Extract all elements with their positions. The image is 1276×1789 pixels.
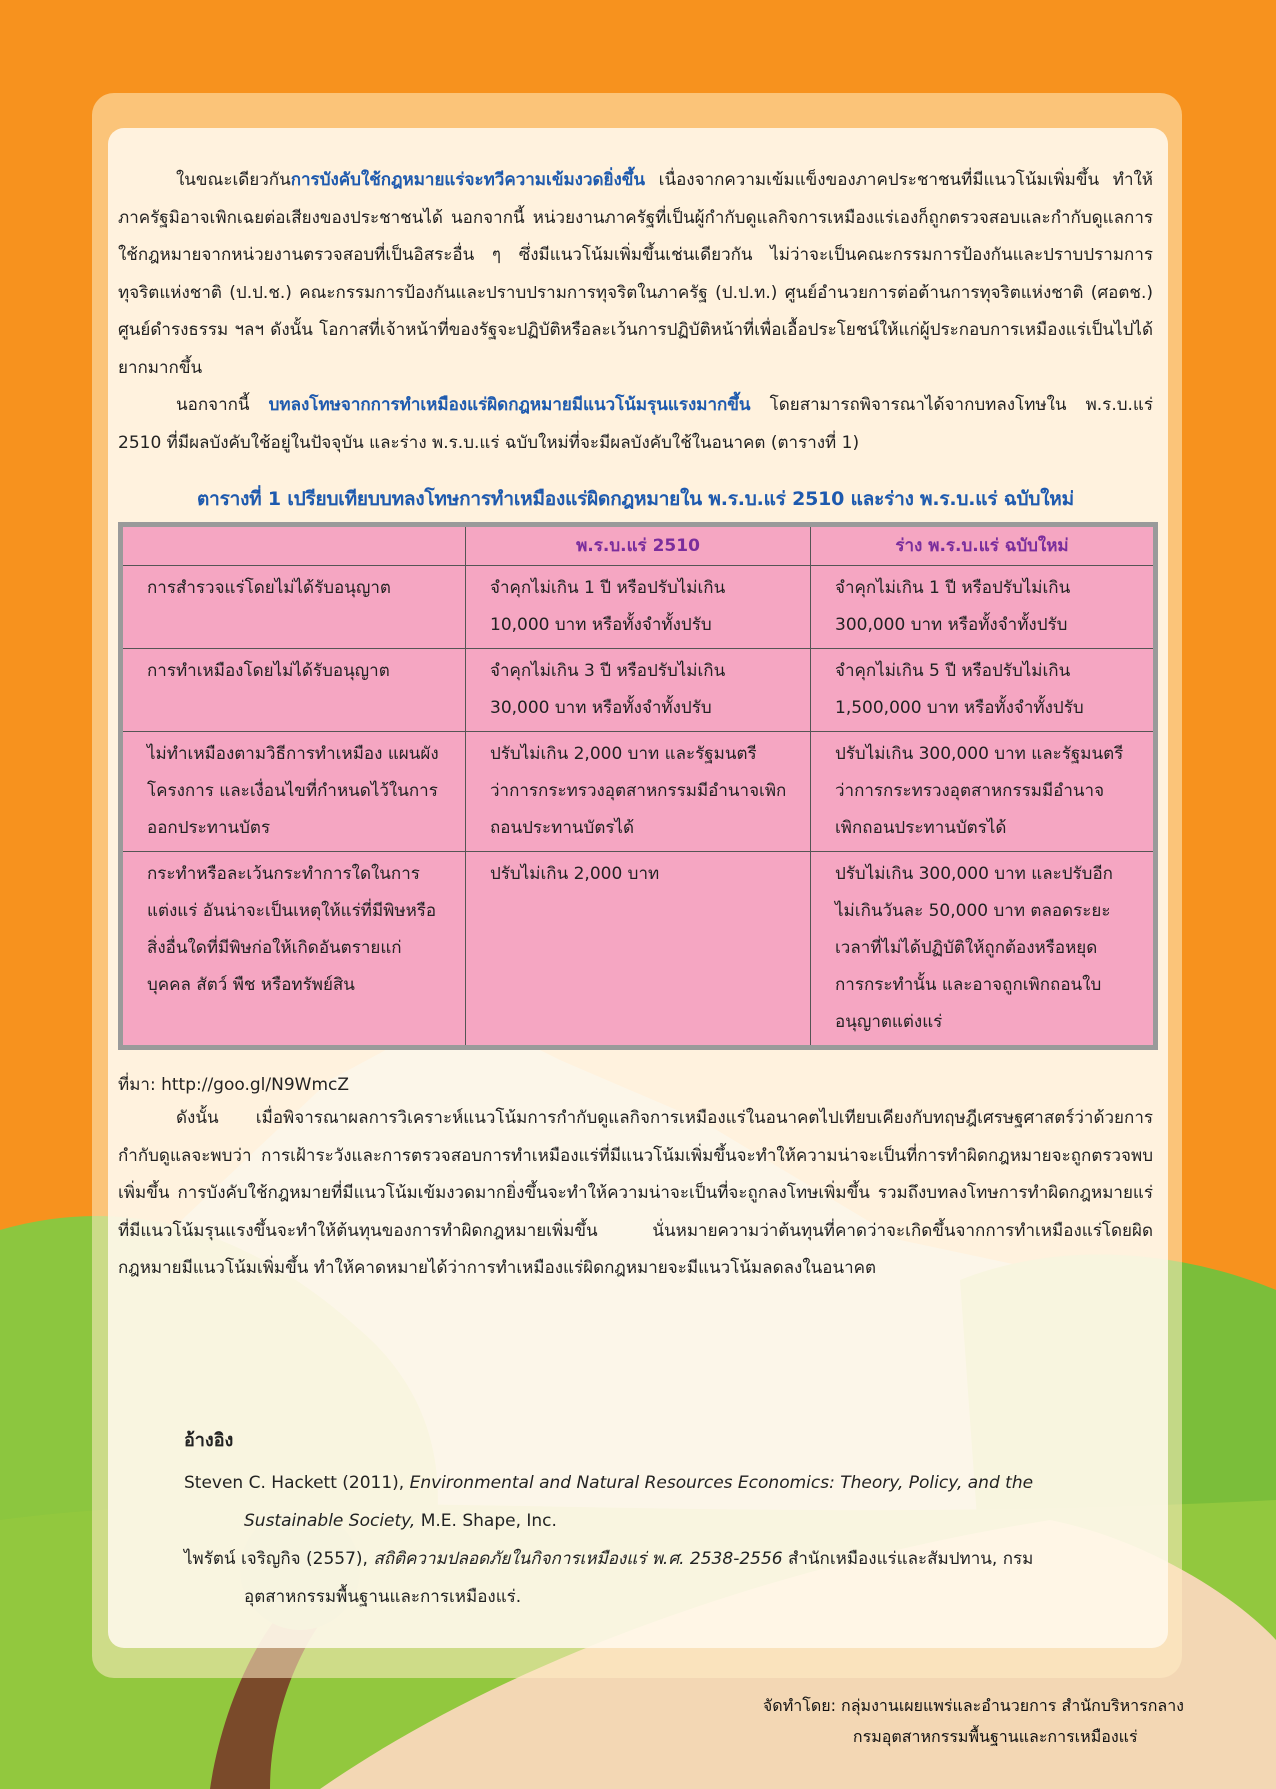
paragraph-penalties: นอกจากนี้ บทลงโทษจากการทำเหมืองแร่ผิดกฎหมายมีแนวโน้มรุนแรงมากขึ้น โดยสามารถพิจารณาได้จากบทลงโทษใน พ.ร.บ.แร่ 2510 ที่มีผลบังคับใช้อยู่ในปัจจุบัน และร่าง พ.ร.บ.แร่ ฉบับใหม่ที่จะมีผลบังคับใช้ในอนาคต (ตารางที่ 1) <box>118 395 1154 453</box>
offense-cell: ไม่ทำเหมืองตามวิธีการทำเหมือง แผนผังโครงการ และเงื่อนไขที่กำหนดไว้ในการออกประทานบัตร <box>121 732 466 852</box>
penalty-new-cell: ปรับไม่เกิน 300,000 บาท และรัฐมนตรีว่าการกระทรวงอุตสาหกรรมมีอำนาจเพิกถอนประทานบัตรได้ <box>811 732 1156 852</box>
highlight-penalties: บทลงโทษจากการทำเหมืองแร่ผิดกฎหมายมีแนวโน้มรุนแรงมากขึ้น <box>268 395 751 415</box>
credit-line-1: จัดทำโดย: กลุ่มงานเผยแพร่และอำนวยการ สำนักบริหารกลาง <box>762 1696 1184 1715</box>
credit-line-2: กรมอุตสาหกรรมพื้นฐานและการเหมืองแร่ <box>852 1727 1138 1746</box>
header-act-2510: พ.ร.บ.แร่ 2510 <box>466 525 811 566</box>
table-row <box>121 649 1156 732</box>
table-row <box>121 732 1156 852</box>
reference-item: ไพรัตน์ เจริญกิจ (2557), สถิติความปลอดภัยในกิจการเหมืองแร่ พ.ศ. 2538-2556 สำนักเหมืองแร่และสัมปทาน, กรมอุตสาหกรรมพื้นฐานและการเหมืองแร่. <box>184 1549 1034 1607</box>
penalty-2510-cell: จำคุกไม่เกิน 3 ปี หรือปรับไม่เกิน 30,000 บาท หรือทั้งจำทั้งปรับ <box>466 649 811 732</box>
highlight-enforcement: การบังคับใช้กฎหมายแร่จะทวีความเข้มงวดยิ่งขึ้น <box>290 170 646 190</box>
references <box>184 1422 1104 1616</box>
reference-item: Steven C. Hackett (2011), Environmental and Natural Resources Economics: Theory, Policy, and the Sustainable Society, M.E. Shape, Inc. <box>184 1473 1034 1531</box>
table-title: ตารางที่ 1 เปรียบเทียบบทลงโทษการทำเหมืองแร่ผิดกฎหมายใน พ.ร.บ.แร่ 2510 และร่าง พ.ร.บ.แร่ ฉบับใหม่ <box>197 488 1074 510</box>
offense-cell: การสำรวจแร่โดยไม่ได้รับอนุญาต <box>121 566 466 649</box>
penalty-2510-cell: ปรับไม่เกิน 2,000 บาท <box>466 852 811 1048</box>
penalty-new-cell: ปรับไม่เกิน 300,000 บาท และปรับอีกไม่เกินวันละ 50,000 บาท ตลอดระยะเวลาที่ไม่ได้ปฏิบัติให้ถูกต้องหรือหยุดการกระทำนั้น และอาจถูกเพิกถอนใบอนุญาตแต่งแร่ <box>811 852 1156 1048</box>
references-heading: อ้างอิง <box>184 1430 234 1451</box>
paragraph-enforcement: ในขณะเดียวกันการบังคับใช้กฎหมายแร่จะทวีความเข้มงวดยิ่งขึ้น เนื่องจากความเข้มแข็งของภาคประชาชนที่มีแนวโน้มเพิ่มขึ้น ทำให้ภาครัฐมิอาจเพิกเฉยต่อเสียงของประชาชนได้ นอกจากนี้ หน่วยงานภาครัฐที่เป็นผู้กำกับดูแลกิจการเหมืองแร่เองก็ถูกตรวจสอบและกำกับดูแลการใช้กฎหมายจากหน่วยงานตรวจสอบที่เป็นอิสระอื่น ๆ ซึ่งมีแนวโน้มเพิ่มขึ้นเช่นเดียวกัน ไม่ว่าจะเป็นคณะกรรมการป้องกันและปราบปรามการทุจริตแห่งชาติ (ป.ป.ช.) คณะกรรมการป้องกันและปราบปรามการทุจริตในภาครัฐ (ป.ป.ท.) ศูนย์อำนวยการต่อต้านการทุจริตแห่งชาติ (ศอตช.) ศูนย์ดำรงธรรม ฯลฯ ดังนั้น โอกาสที่เจ้าหน้าที่ของรัฐจะปฏิบัติหรือละเว้นการปฏิบัติหน้าที่เพื่อเอื้อประโยชน์ให้แก่ผู้ประกอบการเหมืองแร่เป็นไปได้ยากมากขึ้น <box>118 170 1153 378</box>
penalty-2510-cell: จำคุกไม่เกิน 1 ปี หรือปรับไม่เกิน 10,000 บาท หรือทั้งจำทั้งปรับ <box>466 566 811 649</box>
penalty-2510-cell: ปรับไม่เกิน 2,000 บาท และรัฐมนตรีว่าการกระทรวงอุตสาหกรรมมีอำนาจเพิกถอนประทานบัตรได้ <box>466 732 811 852</box>
penalty-comparison-table <box>118 522 1158 1050</box>
header-new-draft: ร่าง พ.ร.บ.แร่ ฉบับใหม่ <box>811 525 1156 566</box>
offense-cell: การทำเหมืองโดยไม่ได้รับอนุญาต <box>121 649 466 732</box>
table-row <box>121 566 1156 649</box>
table-row <box>121 852 1156 1048</box>
header-offense <box>121 525 466 566</box>
table-header-row <box>121 525 1156 566</box>
article-content <box>118 162 1153 1288</box>
paragraph-conclusion: ดังนั้น เมื่อพิจารณาผลการวิเคราะห์แนวโน้มการกำกับดูแลกิจการเหมืองแร่ในอนาคตไปเทียบเคียงกับทฤษฎีเศรษฐศาสตร์ว่าด้วยการกำกับดูแลจะพบว่า การเฝ้าระวังและการตรวจสอบการทำเหมืองแร่ที่มีแนวโน้มเพิ่มขึ้นจะทำให้ความน่าจะเป็นที่การทำผิดกฎหมายจะถูกตรวจพบเพิ่มขึ้น การบังคับใช้กฎหมายที่มีแนวโน้มเข้มงวดมากยิ่งขึ้นจะทำให้ความน่าจะเป็นที่จะถูกลงโทษเพิ่มขึ้น รวมถึงบทลงโทษการทำผิดกฎหมายแร่ที่มีแนวโน้มรุนแรงขึ้นจะทำให้ต้นทุนของการทำผิดกฎหมายเพิ่มขึ้น นั่นหมายความว่าต้นทุนที่คาดว่าจะเกิดขึ้นจากการทำเหมืองแร่โดยผิดกฎหมายมีแนวโน้มเพิ่มขึ้น ทำให้คาดหมายได้ว่าการทำเหมืองแร่ผิดกฎหมายจะมีแนวโน้มลดลงในอนาคต <box>118 1108 1153 1278</box>
penalty-new-cell: จำคุกไม่เกิน 1 ปี หรือปรับไม่เกิน 300,000 บาท หรือทั้งจำทั้งปรับ <box>811 566 1156 649</box>
offense-cell: กระทำหรือละเว้นกระทำการใดในการแต่งแร่ อันน่าจะเป็นเหตุให้แร่ที่มีพิษหรือสิ่งอื่นใดที่มีพิษก่อให้เกิดอันตรายแก่บุคคล สัตว์ พืช หรือทรัพย์สิน <box>121 852 466 1048</box>
penalty-new-cell: จำคุกไม่เกิน 5 ปี หรือปรับไม่เกิน 1,500,000 บาท หรือทั้งจำทั้งปรับ <box>811 649 1156 732</box>
source-link[interactable]: ที่มา: http://goo.gl/N9WmcZ <box>118 1075 350 1095</box>
credit-footer <box>763 1690 1184 1752</box>
